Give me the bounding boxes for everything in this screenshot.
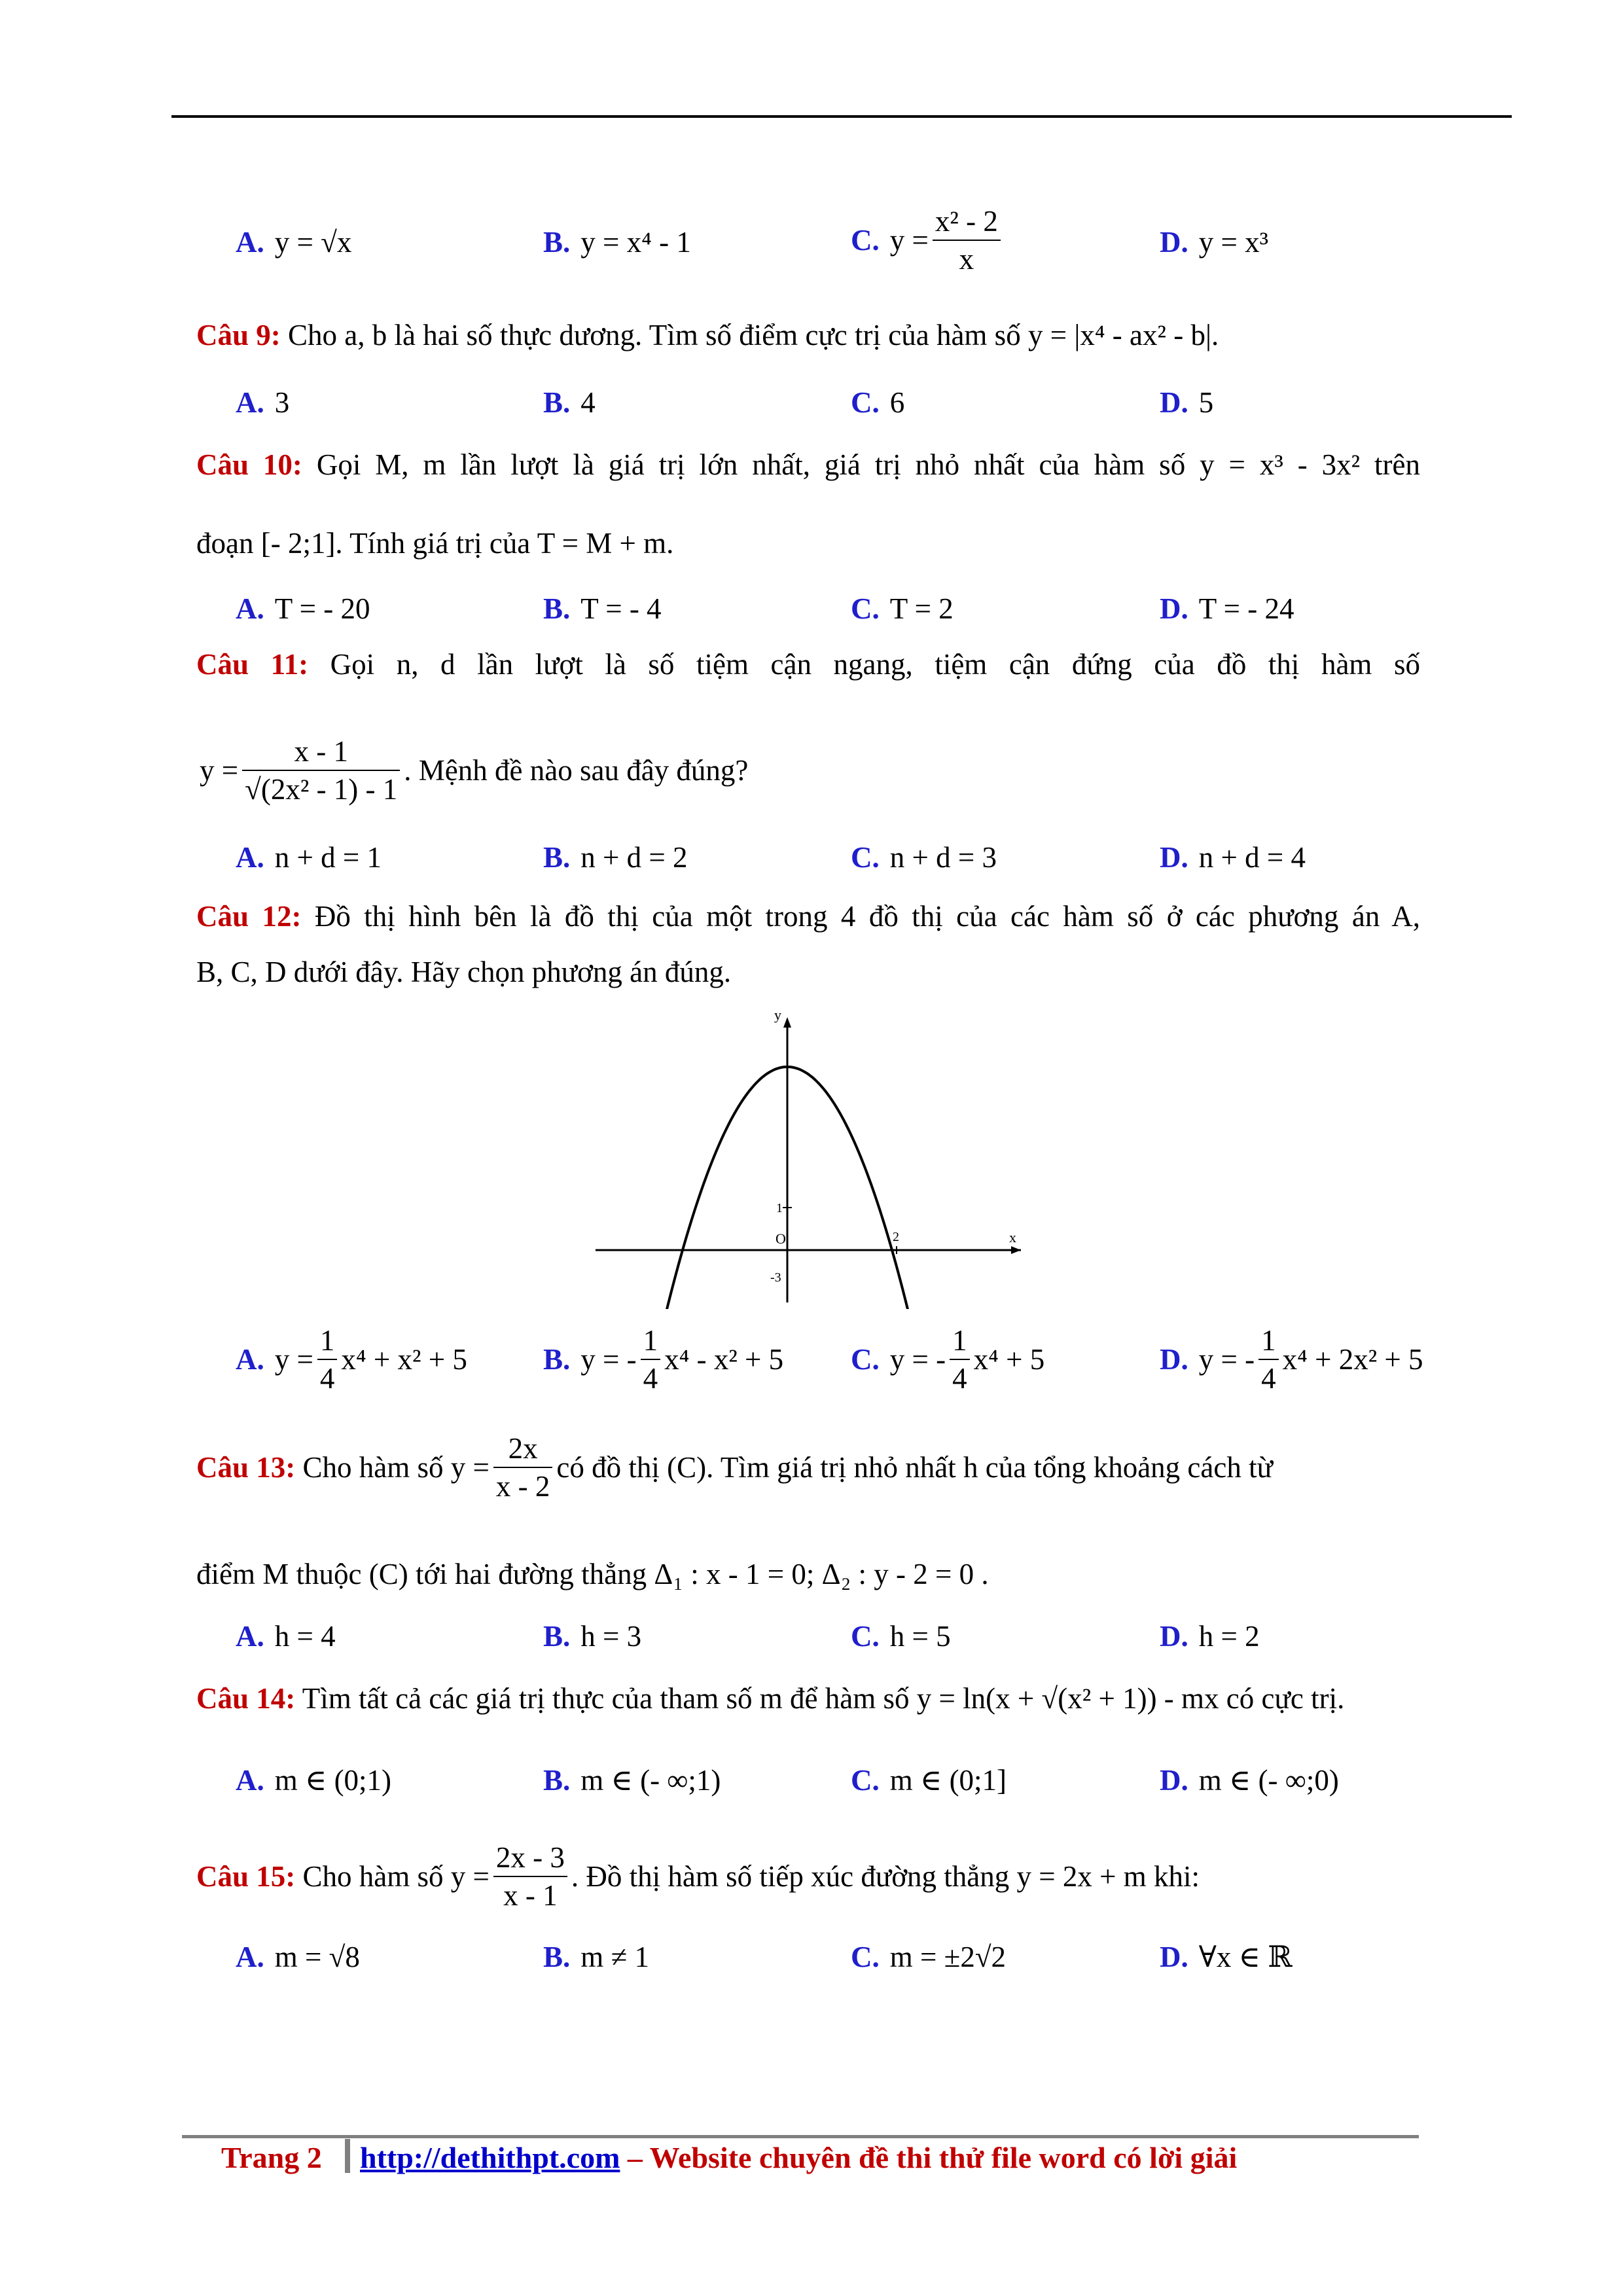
graph-x-arrow xyxy=(1011,1246,1021,1254)
q15-fraction: $\frac{2x - 3}{x - 1}$ xyxy=(493,1839,567,1914)
q14-stem: Câu 14: Tìm tất cả các giá trị thực của tham số m để hàm số y = ln(x + √(x² + 1)) - mx có cực trị. xyxy=(196,1682,1345,1715)
q12-option-b[interactable]: B. y = - $\frac{1}{4}$ x⁴ - x² + 5 xyxy=(543,1322,783,1397)
q12-option-d[interactable]: D. y = - $\frac{1}{4}$ x⁴ + 2x² + 5 xyxy=(1160,1322,1423,1397)
q13-stem: Câu 13: Cho hàm số y = $\frac{2x}{x - 2}$ có đồ thị (C). Tìm giá trị nhỏ nhất h của tổng khoảng cách từ xyxy=(196,1430,1273,1505)
graph-y-label: y xyxy=(774,1008,781,1023)
q15-option-b[interactable]: B. m ≠ 1 xyxy=(543,1941,649,1973)
footer-tagline: – Website chuyên đề thi thử file word có lời giải xyxy=(627,2141,1238,2174)
graph-x-label: x xyxy=(1009,1229,1016,1246)
graph-y-arrow xyxy=(783,1017,791,1028)
footer-text xyxy=(360,2139,1237,2177)
q12-a-fraction: $\frac{1}{4}$ xyxy=(317,1322,338,1397)
q13-option-d[interactable]: D. h = 2 xyxy=(1160,1620,1260,1653)
q15-stem: Câu 15: Cho hàm số y = $\frac{2x - 3}{x - 1}$ . Đồ thị hàm số tiếp xúc đường thẳng y = 2x + m khi: xyxy=(196,1839,1200,1914)
q15-option-d[interactable]: D. ∀x ∈ ℝ xyxy=(1160,1941,1293,1973)
q15-option-a[interactable]: A. m = √8 xyxy=(236,1941,360,1973)
q12-stem: Câu 12: Đồ thị hình bên là đồ thị của một trong 4 đồ thị của các hàm số ở các phương án A, xyxy=(196,900,1421,933)
q8-option-c[interactable]: C. y = $\frac{\text{x² - 2}}{x}$ xyxy=(851,203,1005,278)
q9-option-b[interactable]: B. 4 xyxy=(543,386,596,419)
q14-option-c[interactable]: C. m ∈ (0;1] xyxy=(851,1764,1007,1797)
q13-stem-line2: điểm M thuộc (C) tới hai đường thẳng Δ₁ : x - 1 = 0; Δ₂ : y - 2 = 0 . xyxy=(196,1558,989,1590)
q10-stem: Câu 10: Gọi M, m lần lượt là giá trị lớn nhất, giá trị nhỏ nhất của hàm số y = x³ - 3x² trên xyxy=(196,448,1421,481)
q10-option-a[interactable]: A. T = - 20 xyxy=(236,592,370,625)
q11-option-d[interactable]: D. n + d = 4 xyxy=(1160,841,1306,874)
graph-origin-label: O xyxy=(776,1230,786,1247)
q9-stem: Câu 9: Cho a, b là hai số thực dương. Tìm số điểm cực trị của hàm số y = |x⁴ - ax² - b|. xyxy=(196,319,1219,351)
q8-option-b[interactable]: B. y = x⁴ - 1 xyxy=(543,226,691,259)
q12-c-fraction: $\frac{1}{4}$ xyxy=(950,1322,970,1397)
q8-option-d[interactable]: D. y = x³ xyxy=(1160,226,1269,259)
q12-option-c[interactable]: C. y = - $\frac{1}{4}$ x⁴ + 5 xyxy=(851,1322,1044,1397)
q13-option-c[interactable]: C. h = 5 xyxy=(851,1620,951,1653)
q11-fraction: $\frac{x - 1}{\text{√(2x² - 1) - 1}}$ xyxy=(242,733,400,808)
q11-formula-line: y = $\frac{x - 1}{\text{√(2x² - 1) - 1}}$ . Mệnh đề nào sau đây đúng? xyxy=(200,733,748,808)
q9-option-a[interactable]: A. 3 xyxy=(236,386,290,419)
q12-stem-line2: B, C, D dưới đây. Hãy chọn phương án đúng. xyxy=(196,956,732,988)
q11-option-b[interactable]: B. n + d = 2 xyxy=(543,841,688,874)
footer-website-link[interactable]: http://dethithpt.com xyxy=(360,2141,620,2174)
graph-y-tick-label: 1 xyxy=(776,1201,783,1215)
q9-option-d[interactable]: D. 5 xyxy=(1160,386,1214,419)
footer-separator xyxy=(345,2139,350,2173)
q14-option-d[interactable]: D. m ∈ (- ∞;0) xyxy=(1160,1764,1339,1797)
graph-neg-tick-label: -3 xyxy=(770,1270,781,1285)
q11-option-c[interactable]: C. n + d = 3 xyxy=(851,841,997,874)
q10-option-c[interactable]: C. T = 2 xyxy=(851,592,954,625)
q9-option-c[interactable]: C. 6 xyxy=(851,386,905,419)
graph-x-tick-label: 2 xyxy=(893,1230,899,1244)
q10-stem-line2: đoạn [- 2;1]. Tính giá trị của T = M + m. xyxy=(196,527,674,560)
footer-rule xyxy=(182,2135,1419,2138)
q13-option-b[interactable]: B. h = 3 xyxy=(543,1620,642,1653)
q10-option-b[interactable]: B. T = - 4 xyxy=(543,592,662,625)
q12-d-fraction: $\frac{1}{4}$ xyxy=(1258,1322,1279,1397)
q15-option-c[interactable]: C. m = ±2√2 xyxy=(851,1941,1007,1973)
q12-parabola-graph xyxy=(589,1008,1034,1309)
q13-fraction: $\frac{2x}{x - 2}$ xyxy=(493,1430,553,1505)
q14-option-a[interactable]: A. m ∈ (0;1) xyxy=(236,1764,392,1797)
q8-c-fraction: $\frac{\text{x² - 2}}{x}$ xyxy=(933,203,1001,278)
q14-option-b[interactable]: B. m ∈ (- ∞;1) xyxy=(543,1764,721,1797)
q11-option-a[interactable]: A. n + d = 1 xyxy=(236,841,382,874)
header-rule xyxy=(171,115,1512,118)
q8-option-a[interactable]: A. y = √x xyxy=(236,226,352,259)
q10-option-d[interactable]: D. T = - 24 xyxy=(1160,592,1294,625)
q11-stem: Câu 11: Gọi n, d lần lượt là số tiệm cận ngang, tiệm cận đứng của đồ thị hàm số xyxy=(196,648,1421,681)
q12-option-a[interactable]: A. y = $\frac{1}{4}$ x⁴ + x² + 5 xyxy=(236,1322,467,1397)
footer-page-number: Trang 2 xyxy=(221,2141,322,2174)
q12-b-fraction: $\frac{1}{4}$ xyxy=(641,1322,661,1397)
q13-option-a[interactable]: A. h = 4 xyxy=(236,1620,336,1653)
